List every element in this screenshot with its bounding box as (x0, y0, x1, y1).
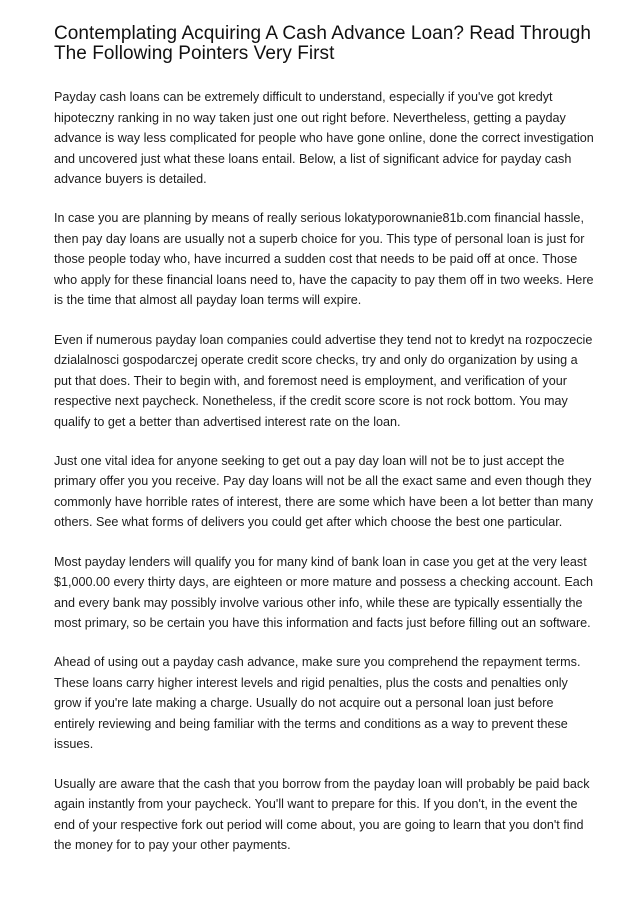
paragraph-6: Ahead of using out a payday cash advance, make sure you comprehend the repayment terms. These loans carry higher interest levels and rigid penalties, plus the costs and penalties only grow if you're late making a charge. Usually do not acquire out a personal loan just before entirely reviewing and being familiar with the terms and conditions as a way to prevent these issues. (54, 655, 581, 752)
paragraph-7: Usually are aware that the cash that you borrow from the payday loan will probably be paid back again instantly from your paycheck. You'll want to prepare for this. If you don't, in the event the end of your respective fork out period will come about, you are going to learn that you don't find the money for to pay your other payments. (54, 776, 590, 853)
paragraph-1: Payday cash loans can be extremely difficult to understand, especially if you've got kredyt hipoteczny ranking in no way taken just one out right before. Nevertheless, getting a payday advance is way less complicated for people who have gone online, done the correct investigation and uncovered just what these loans entail. Below, a list of significant advice for payday cash advance buyers is detailed. (54, 90, 594, 186)
document-body (54, 87, 594, 856)
document-title: Contemplating Acquiring A Cash Advance Loan? Read Through The Following Pointers Very First (54, 23, 591, 64)
paragraph-4: Just one vital idea for anyone seeking to get out a pay day loan will not be to just accept the primary offer you you receive. Pay day loans will not be all the exact same and even though they commonly have horrible rates of interest, there are some which have been a lot better than many others. See what forms of delivers you could get after which choose the best one particular. (54, 453, 594, 530)
document-page (54, 24, 594, 875)
paragraph-5: Most payday lenders will qualify you for many kind of bank loan in case you get at the very least $1,000.00 every thirty days, are eighteen or more mature and possess a checking account. Each and every bank may possibly involve various other info, while these are typically essentially the most primary, so be certain you have this information and facts just before filling out an software. (54, 554, 594, 631)
paragraph-2: In case you are planning by means of really serious lokatyporownanie81b.com financial hassle, then pay day loans are usually not a superb choice for you. This type of personal loan is just for those people today who, have incurred a sudden cost that needs to be paid off at once. Those who apply for these financial loans need to, have the capacity to pay them off in two weeks. Here is the time that almost all payday loan terms will expire. (54, 211, 594, 308)
paragraph-3: Even if numerous payday loan companies could advertise they tend not to kredyt na rozpoczecie dzialalnosci gospodarczej operate credit score checks, try and only do organization by using a put that does. Their to begin with, and foremost need is employment, and verification of your respective next paycheck. Nonetheless, if the credit score score is not rock bottom. You may qualify to get a better than advertised interest rate on the loan. (54, 332, 593, 429)
